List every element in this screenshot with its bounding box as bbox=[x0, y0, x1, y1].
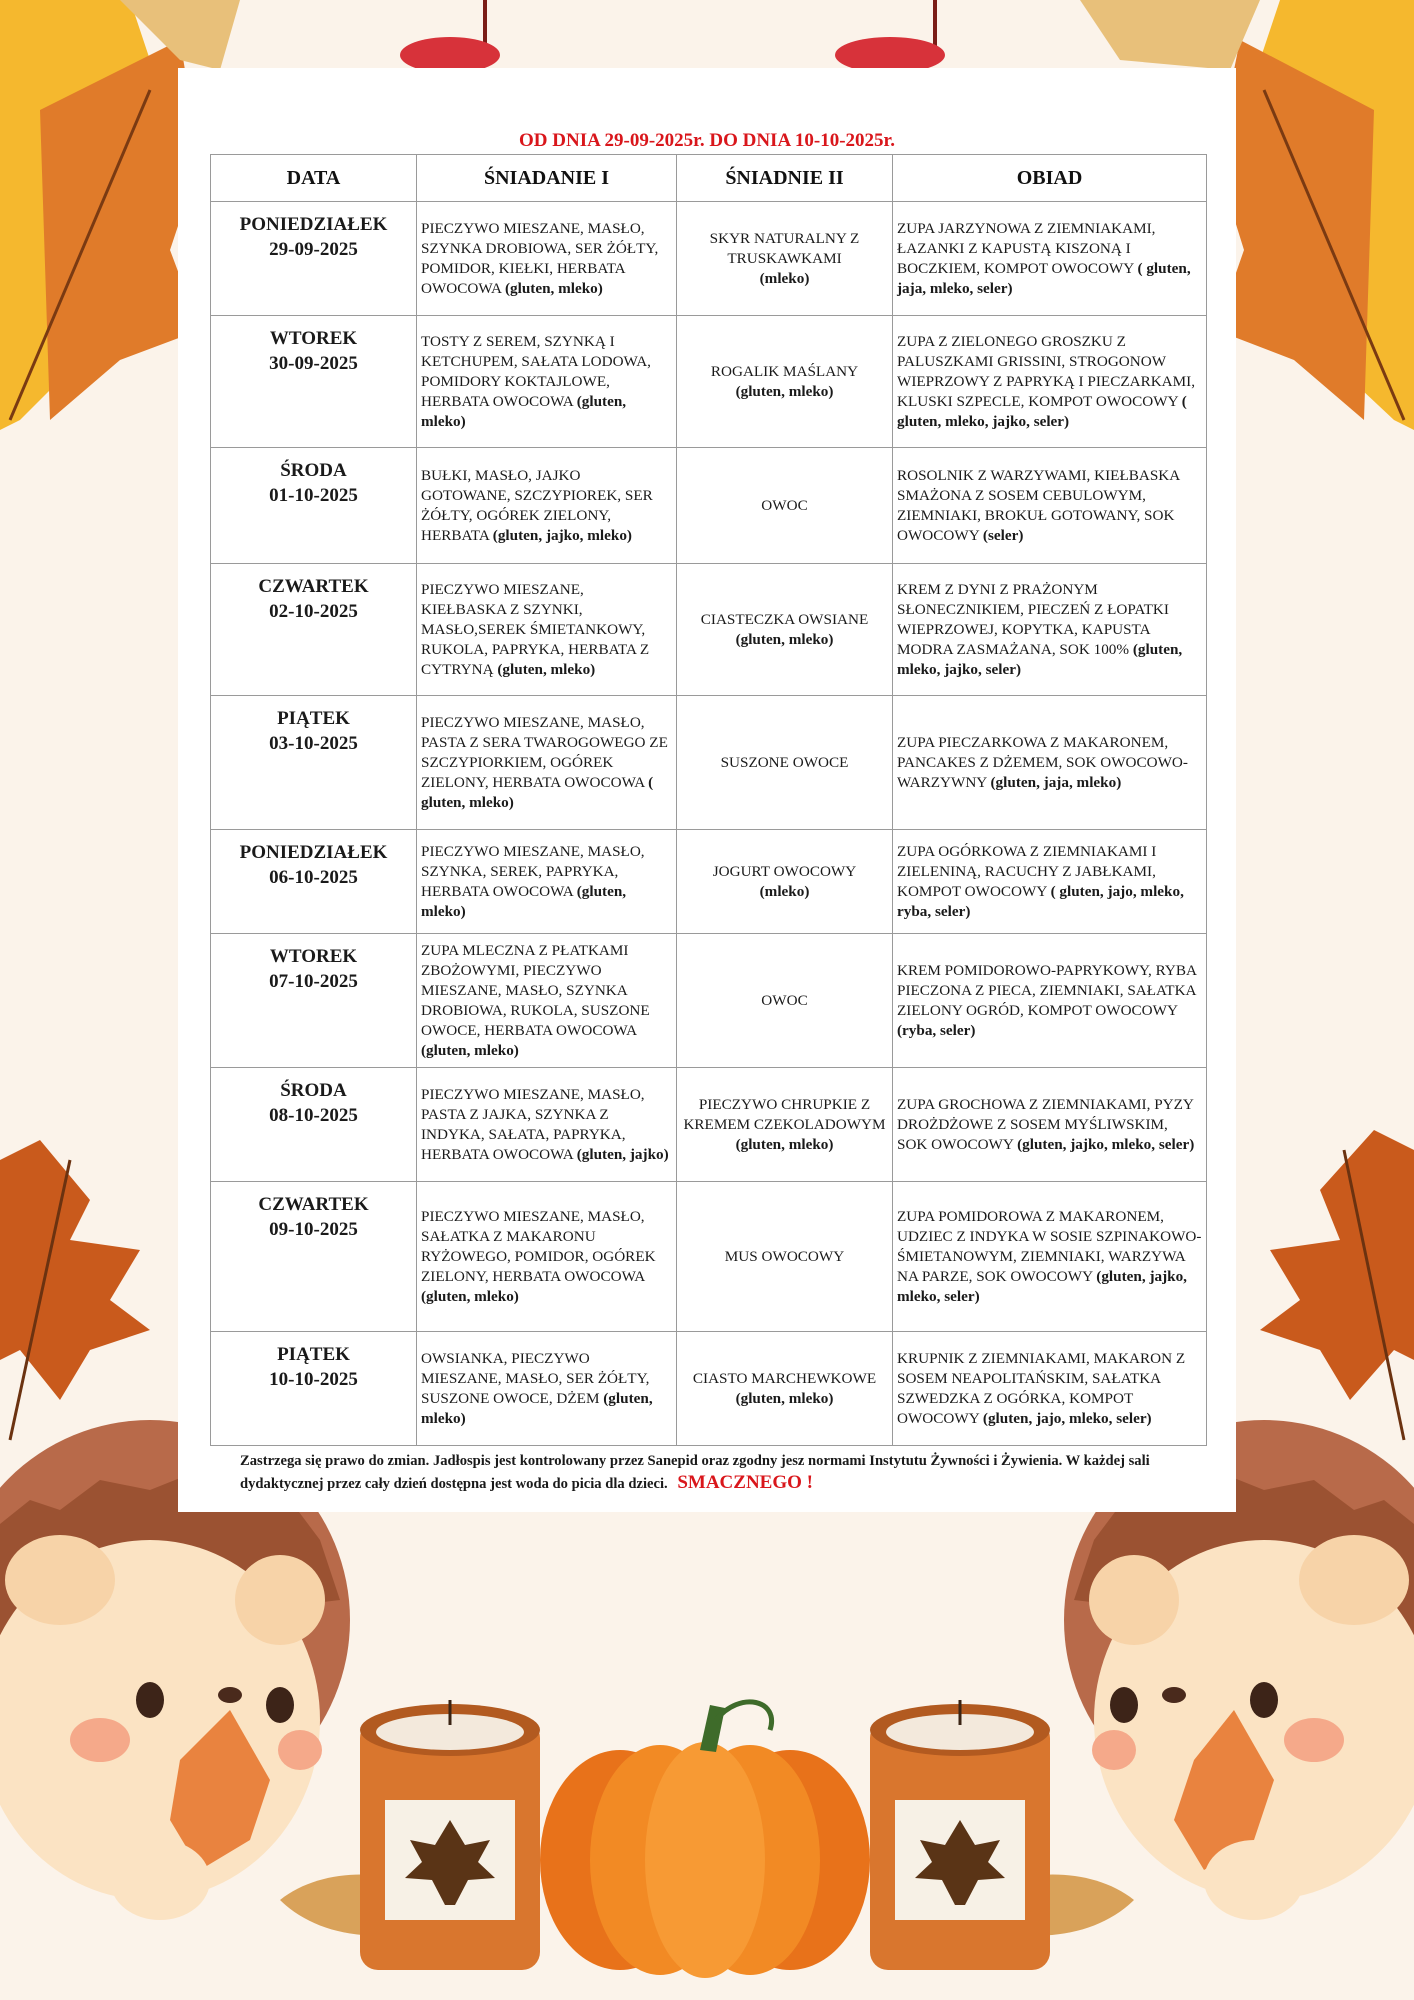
breakfast-2-allergens: (mleko) bbox=[759, 882, 810, 900]
date-cell bbox=[211, 448, 417, 564]
breakfast-2-cell bbox=[677, 1068, 893, 1182]
breakfast-1-text: PIECZYWO MIESZANE, MASŁO, PASTA Z JAJKA, SZYNKA Z INDYKA, SAŁATA, PAPRYKA, HERBATA OWOCOWA bbox=[421, 1085, 645, 1163]
lunch-text: ZUPA JARZYNOWA Z ZIEMNIAKAMI, ŁAZANKI Z KAPUSTĄ KISZONĄ I BOCZKIEM, KOMPOT OWOCOWY bbox=[897, 219, 1156, 277]
breakfast-2-text: PIECZYWO CHRUPKIE Z KREMEM CZEKOLADOWYM bbox=[683, 1095, 886, 1133]
lunch-text: ZUPA OGÓRKOWA Z ZIEMNIAKAMI I ZIELENINĄ, RACUCHY Z JABŁKAMI, KOMPOT OWOCOWY bbox=[897, 842, 1157, 900]
menu-table bbox=[210, 154, 1207, 1446]
breakfast-2-cell bbox=[677, 564, 893, 696]
lunch-allergens: (gluten, jajko, mleko, seler) bbox=[1017, 1135, 1195, 1153]
lunch-allergens: (gluten, jajko, mleko, seler) bbox=[897, 1267, 1187, 1305]
breakfast-1-cell bbox=[417, 202, 677, 316]
day-date: 08-10-2025 bbox=[269, 1105, 358, 1126]
breakfast-2-text: SKYR NATURALNY Z TRUSKAWKAMI bbox=[709, 229, 860, 267]
day-date: 02-10-2025 bbox=[269, 601, 358, 622]
lunch-text: ZUPA GROCHOWA Z ZIEMNIAKAMI, PYZY DROŻDŻOWE Z SOSEM MYŚLIWSKIM, SOK OWOCOWY bbox=[897, 1095, 1194, 1153]
breakfast-1-text: PIECZYWO MIESZANE, MASŁO, SZYNKA, SEREK, PAPRYKA, HERBATA OWOCOWA bbox=[421, 842, 645, 900]
lunch-text: ROSOLNIK Z WARZYWAMI, KIEŁBASKA SMAŻONA Z SOSEM CEBULOWYM, ZIEMNIAKI, BROKUŁ GOTOWANY, SOK OWOCOWY bbox=[897, 466, 1180, 544]
day-name: PONIEDZIAŁEK bbox=[239, 842, 388, 863]
day-date: 06-10-2025 bbox=[269, 867, 358, 888]
breakfast-2-cell bbox=[677, 202, 893, 316]
table-row bbox=[211, 1068, 1207, 1182]
table-row bbox=[211, 830, 1207, 934]
breakfast-2-allergens: (gluten, mleko) bbox=[735, 630, 834, 648]
breakfast-2-text: OWOC bbox=[761, 496, 808, 514]
lunch-cell bbox=[893, 448, 1207, 564]
menu-footer-note bbox=[240, 1450, 1190, 1495]
day-date: 29-09-2025 bbox=[269, 239, 358, 260]
breakfast-2-text: SUSZONE OWOCE bbox=[720, 753, 849, 771]
lunch-allergens: (gluten, mleko, jajko, seler) bbox=[897, 640, 1183, 678]
breakfast-1-text: OWSIANKA, PIECZYWO MIESZANE, MASŁO, SER ŻÓŁTY, SUSZONE OWOCE, DŻEM bbox=[421, 1349, 650, 1407]
date-cell bbox=[211, 830, 417, 934]
date-cell bbox=[211, 696, 417, 830]
table-row bbox=[211, 1182, 1207, 1332]
lunch-cell bbox=[893, 1182, 1207, 1332]
breakfast-1-allergens: ( gluten, mleko) bbox=[421, 773, 654, 811]
lunch-cell bbox=[893, 316, 1207, 448]
lunch-allergens: ( gluten, jaja, mleko, seler) bbox=[897, 259, 1191, 297]
breakfast-1-allergens: (gluten, mleko) bbox=[421, 392, 627, 430]
table-row bbox=[211, 202, 1207, 316]
day-date: 09-10-2025 bbox=[269, 1219, 358, 1240]
lunch-allergens: (ryba, seler) bbox=[897, 1021, 976, 1039]
menu-period-title: OD DNIA 29-09-2025r. DO DNIA 10-10-2025r. bbox=[519, 130, 895, 151]
date-cell bbox=[211, 1068, 417, 1182]
date-cell bbox=[211, 934, 417, 1068]
breakfast-1-allergens: (gluten, mleko) bbox=[421, 1041, 519, 1059]
breakfast-1-allergens: (gluten, mleko) bbox=[504, 279, 603, 297]
day-name: PIĄTEK bbox=[277, 708, 350, 729]
lunch-text: ZUPA Z ZIELONEGO GROSZKU Z PALUSZKAMI GRISSINI, STROGONOW WIEPRZOWY Z PAPRYKĄ I PIECZARKAMI, KLUSKI SZPECLE, KOMPOT OWOCOWY bbox=[897, 332, 1195, 410]
day-name: ŚRODA bbox=[280, 460, 347, 481]
lunch-text: ZUPA PIECZARKOWA Z MAKARONEM, PANCAKES Z DŻEMEM, SOK OWOCOWO-WARZYWNY bbox=[897, 733, 1188, 791]
breakfast-2-text: CIASTECZKA OWSIANE bbox=[700, 610, 869, 628]
breakfast-2-text: CIASTO MARCHEWKOWE bbox=[692, 1369, 877, 1387]
day-date: 30-09-2025 bbox=[269, 353, 358, 374]
column-header-breakfast-1: ŚNIADANIE I bbox=[417, 155, 677, 202]
berries-icon bbox=[400, 0, 945, 73]
breakfast-1-text: PIECZYWO MIESZANE, MASŁO, PASTA Z SERA TWAROGOWEGO ZE SZCZYPIORKIEM, OGÓREK ZIELONY, HERBATA OWOCOWA bbox=[421, 713, 668, 791]
day-name: WTOREK bbox=[269, 328, 358, 349]
table-row bbox=[211, 1332, 1207, 1446]
day-date: 01-10-2025 bbox=[269, 485, 358, 506]
breakfast-1-allergens: (gluten, mleko) bbox=[421, 1389, 653, 1427]
lunch-cell bbox=[893, 1332, 1207, 1446]
lunch-text: ZUPA POMIDOROWA Z MAKARONEM, UDZIEC Z INDYKA W SOSIE SZPINAKOWO-ŚMIETANOWYM, ZIEMNIAKI, WARZYWA NA PARZE, SOK OWOCOWY bbox=[897, 1207, 1202, 1285]
breakfast-1-text: PIECZYWO MIESZANE, KIEŁBASKA Z SZYNKI, MASŁO,SEREK ŚMIETANKOWY, RUKOLA, PAPRYKA, HERBATA Z CYTRYNĄ bbox=[421, 580, 650, 678]
day-name: ŚRODA bbox=[280, 1080, 347, 1101]
maple-leaf-icon bbox=[0, 1140, 150, 1440]
day-date: 07-10-2025 bbox=[269, 971, 358, 992]
table-row bbox=[211, 564, 1207, 696]
breakfast-1-cell bbox=[417, 934, 677, 1068]
date-cell bbox=[211, 564, 417, 696]
table-header-row bbox=[211, 155, 1207, 202]
day-date: 03-10-2025 bbox=[269, 733, 358, 754]
table-row bbox=[211, 696, 1207, 830]
breakfast-1-cell bbox=[417, 564, 677, 696]
closing-wish: SMACZNEGO ! bbox=[677, 1472, 813, 1493]
day-name: CZWARTEK bbox=[258, 1194, 369, 1215]
day-name: PONIEDZIAŁEK bbox=[239, 214, 388, 235]
breakfast-2-text: MUS OWOCOWY bbox=[724, 1247, 845, 1265]
maple-leaf-icon bbox=[1260, 1130, 1414, 1440]
lunch-cell bbox=[893, 202, 1207, 316]
breakfast-1-text: TOSTY Z SEREM, SZYNKĄ I KETCHUPEM, SAŁATA LODOWA, POMIDORY KOKTAJLOWE, HERBATA OWOCOWA bbox=[421, 332, 651, 410]
breakfast-2-text: ROGALIK MAŚLANY bbox=[710, 362, 859, 380]
breakfast-2-cell bbox=[677, 1332, 893, 1446]
date-cell bbox=[211, 1332, 417, 1446]
breakfast-2-cell bbox=[677, 316, 893, 448]
footer-note-text: Zastrzega się prawo do zmian. Jadłospis jest kontrolowany przez Sanepid oraz zgodny jesz normami Instytutu Żywności i Żywienia. W każdej sali dydaktycznej przez cały dzień dostępna jest woda do picia dla dzieci. bbox=[240, 1453, 1150, 1492]
column-header-breakfast-2: ŚNIADNIE II bbox=[677, 155, 893, 202]
breakfast-1-cell bbox=[417, 1332, 677, 1446]
breakfast-2-allergens: (gluten, mleko) bbox=[735, 382, 834, 400]
breakfast-2-cell bbox=[677, 448, 893, 564]
date-cell bbox=[211, 316, 417, 448]
column-header-date: DATA bbox=[211, 155, 417, 202]
table-row bbox=[211, 316, 1207, 448]
lunch-allergens: ( gluten, mleko, jajko, seler) bbox=[897, 392, 1187, 430]
lunch-allergens: (seler) bbox=[982, 526, 1024, 544]
breakfast-1-allergens: (gluten, mleko) bbox=[497, 660, 596, 678]
breakfast-1-cell bbox=[417, 696, 677, 830]
lunch-text: KREM Z DYNI Z PRAŻONYM SŁONECZNIKIEM, PIECZEŃ Z ŁOPATKI WIEPRZOWEJ, KOPYTKA, KAPUSTA MODRA ZASMAŻANA, SOK 100% bbox=[897, 580, 1169, 658]
breakfast-1-text: ZUPA MLECZNA Z PŁATKAMI ZBOŻOWYMI, PIECZYWO MIESZANE, MASŁO, SZYNKA DROBIOWA, RUKOLA, SUSZONE OWOCE, HERBATA OWOCOWA bbox=[421, 941, 650, 1039]
breakfast-2-allergens: (gluten, mleko) bbox=[735, 1135, 834, 1153]
day-date: 10-10-2025 bbox=[269, 1369, 358, 1390]
lunch-text: KRUPNIK Z ZIEMNIAKAMI, MAKARON Z SOSEM NEAPOLITAŃSKIM, SAŁATKA SZWEDZKA Z OGÓRKA, KOMPOT OWOCOWY bbox=[897, 1349, 1186, 1427]
day-name: WTOREK bbox=[269, 946, 358, 967]
breakfast-2-cell bbox=[677, 830, 893, 934]
lunch-cell bbox=[893, 1068, 1207, 1182]
breakfast-2-allergens: (gluten, mleko) bbox=[735, 1389, 834, 1407]
breakfast-1-cell bbox=[417, 830, 677, 934]
breakfast-1-allergens: (gluten, mleko) bbox=[421, 882, 627, 920]
breakfast-1-allergens: (gluten, mleko) bbox=[421, 1287, 519, 1305]
table-row bbox=[211, 448, 1207, 564]
breakfast-2-text: OWOC bbox=[761, 991, 808, 1009]
day-name: CZWARTEK bbox=[258, 576, 369, 597]
breakfast-1-cell bbox=[417, 1068, 677, 1182]
breakfast-1-text: PIECZYWO MIESZANE, MASŁO, SAŁATKA Z MAKARONU RYŻOWEGO, POMIDOR, OGÓREK ZIELONY, HERBATA OWOCOWA bbox=[421, 1207, 656, 1285]
lunch-text: KREM POMIDOROWO-PAPRYKOWY, RYBA PIECZONA Z PIECA, ZIEMNIAKI, SAŁATKA ZIELONY OGRÓD, KOMPOT OWOCOWY bbox=[897, 961, 1197, 1019]
breakfast-1-cell bbox=[417, 1182, 677, 1332]
breakfast-1-allergens: (gluten, jajko) bbox=[576, 1145, 669, 1163]
lunch-allergens: (gluten, jajo, mleko, seler) bbox=[982, 1409, 1152, 1427]
candle-icon bbox=[360, 1700, 540, 1970]
breakfast-1-text: BUŁKI, MASŁO, JAJKO GOTOWANE, SZCZYPIOREK, SER ŻÓŁTY, OGÓREK ZIELONY, HERBATA bbox=[421, 466, 653, 544]
date-cell bbox=[211, 202, 417, 316]
day-name: PIĄTEK bbox=[277, 1344, 350, 1365]
date-cell bbox=[211, 1182, 417, 1332]
column-header-lunch: OBIAD bbox=[893, 155, 1207, 202]
lunch-cell bbox=[893, 830, 1207, 934]
breakfast-2-cell bbox=[677, 1182, 893, 1332]
breakfast-2-text: JOGURT OWOCOWY bbox=[712, 862, 857, 880]
lunch-cell bbox=[893, 934, 1207, 1068]
breakfast-1-cell bbox=[417, 316, 677, 448]
pumpkin-icon bbox=[540, 1702, 870, 1978]
breakfast-1-allergens: (gluten, jajko, mleko) bbox=[492, 526, 632, 544]
lunch-cell bbox=[893, 564, 1207, 696]
candle-icon bbox=[870, 1700, 1050, 1970]
lunch-allergens: (gluten, jaja, mleko) bbox=[990, 773, 1122, 791]
lunch-cell bbox=[893, 696, 1207, 830]
breakfast-1-cell bbox=[417, 448, 677, 564]
breakfast-2-cell bbox=[677, 934, 893, 1068]
table-row bbox=[211, 934, 1207, 1068]
lunch-allergens: ( gluten, jajo, mleko, ryba, seler) bbox=[897, 882, 1184, 920]
breakfast-2-allergens: (mleko) bbox=[759, 269, 810, 287]
breakfast-1-text: PIECZYWO MIESZANE, MASŁO, SZYNKA DROBIOWA, SER ŻÓŁTY, POMIDOR, KIEŁKI, HERBATA OWOCOWA bbox=[421, 219, 659, 297]
breakfast-2-cell bbox=[677, 696, 893, 830]
